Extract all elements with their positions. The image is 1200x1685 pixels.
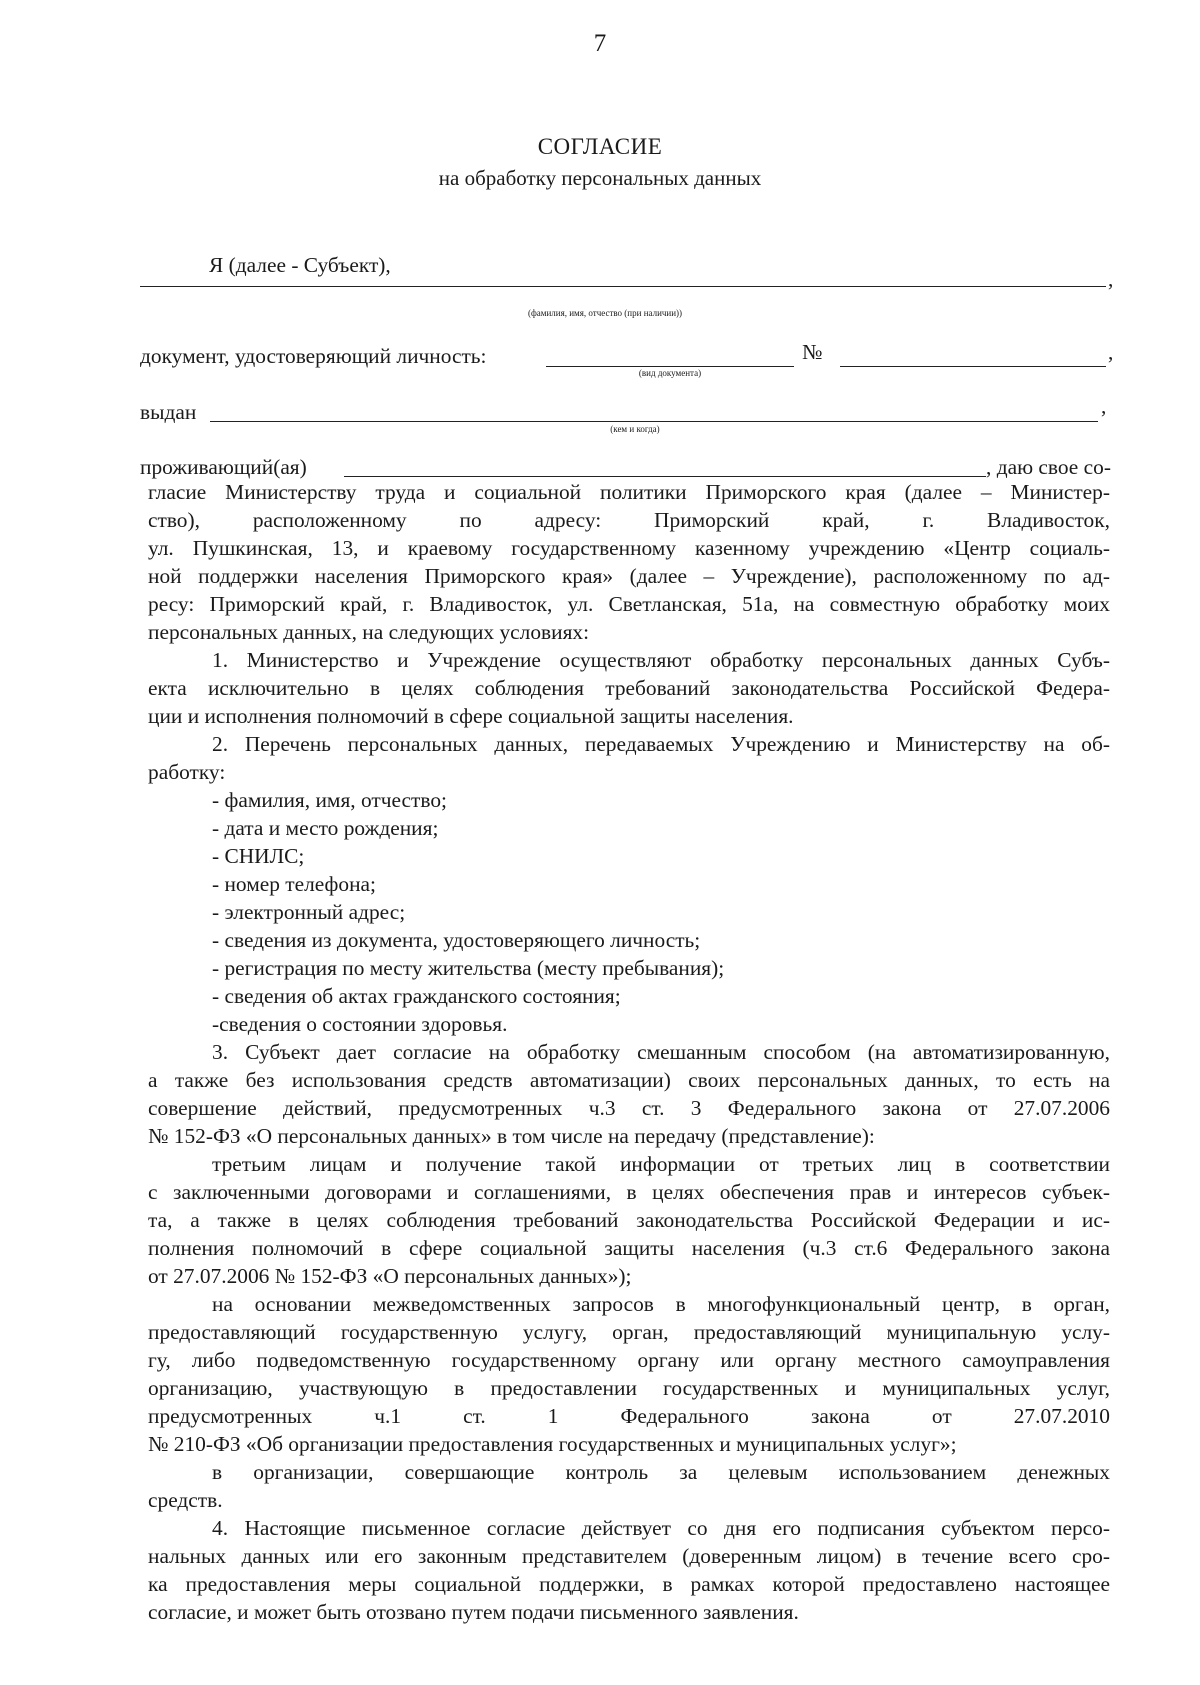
- text-line: ка предоставления меры социальной поддержки, в рамках которой предоставлено настоящее: [148, 1572, 1110, 1596]
- text-line: ной поддержки населения Приморского края» (далее – Учреждение), расположенному по ад-: [148, 564, 1110, 588]
- fio-caption: (фамилия, имя, отчество (при наличии)): [527, 308, 683, 318]
- text-line: предоставляющий государственную услугу, орган, предоставляющий муниципальную услу-: [148, 1320, 1110, 1344]
- document-title: СОГЛАСИЕ: [537, 134, 663, 159]
- text-line: третьим лицам и получение такой информации от третьих лиц в соответствии: [212, 1152, 1110, 1176]
- text-line: 3. Субъект дает согласие на обработку смешанным способом (на автоматизированную,: [212, 1040, 1110, 1064]
- document-subtitle: на обработку персональных данных: [438, 166, 762, 190]
- list-item: - фамилия, имя, отчество;: [212, 788, 447, 812]
- doc-type-input-line[interactable]: [546, 366, 794, 367]
- text-line: ул. Пушкинская, 13, и краевому государственному казенному учреждению «Центр социаль-: [148, 536, 1110, 560]
- subject-label: Я (далее - Субъект),: [209, 253, 391, 277]
- list-item: -сведения о состоянии здоровья.: [212, 1012, 508, 1036]
- text-line: персональных данных, на следующих условиях:: [148, 620, 590, 644]
- doc-comma: ,: [1108, 340, 1114, 364]
- text-line: средств.: [148, 1488, 223, 1512]
- text-line: от 27.07.2006 № 152-ФЗ «О персональных данных»);: [148, 1264, 632, 1288]
- text-line: совершение действий, предусмотренных ч.3 ст. 3 Федерального закона от 27.07.2006: [148, 1096, 1110, 1120]
- consent-tail: , даю свое со-: [986, 455, 1111, 479]
- doc-number-input-line[interactable]: [840, 366, 1106, 367]
- residing-label: проживающий(ая): [140, 455, 307, 479]
- list-item: - дата и место рождения;: [212, 816, 439, 840]
- fio-comma: ,: [1108, 267, 1114, 291]
- list-item: - номер телефона;: [212, 872, 376, 896]
- text-line: организацию, участвующую в предоставлении государственных и муниципальных услуг,: [148, 1376, 1110, 1400]
- text-line: в организации, совершающие контроль за целевым использованием денежных: [212, 1460, 1110, 1484]
- text-line: екта исключительно в целях соблюдения требований законодательства Российской Федера-: [148, 676, 1110, 700]
- text-line: а также без использования средств автоматизации) своих персональных данных, то есть на: [148, 1068, 1110, 1092]
- text-line: № 210-ФЗ «Об организации предоставления государственных и муниципальных услуг»;: [148, 1432, 957, 1456]
- fio-input-line[interactable]: [140, 286, 1106, 287]
- text-line: № 152-ФЗ «О персональных данных» в том числе на передачу (представление):: [148, 1124, 875, 1148]
- issued-caption: (кем и когда): [610, 424, 660, 434]
- list-item: - СНИЛС;: [212, 844, 305, 868]
- text-line: ство), расположенному по адресу: Приморский край, г. Владивосток,: [148, 508, 1110, 532]
- list-item: - сведения об актах гражданского состояния;: [212, 984, 621, 1008]
- issued-comma: ,: [1101, 394, 1107, 418]
- text-line: ции и исполнения полномочий в сфере социальной защиты населения.: [148, 704, 794, 728]
- page-number: 7: [593, 30, 607, 57]
- text-line: нальных данных или его законным представителем (доверенным лицом) в течение всего сро-: [148, 1544, 1110, 1568]
- issued-label: выдан: [140, 400, 197, 424]
- text-line: с заключенными договорами и соглашениями, в целях обеспечения прав и интересов субъек-: [148, 1180, 1110, 1204]
- text-line: 4. Настоящие письменное согласие действует со дня его подписания субъектом персо-: [212, 1516, 1110, 1540]
- list-item: - сведения из документа, удостоверяющего личность;: [212, 928, 701, 952]
- residing-input-line[interactable]: [344, 476, 986, 477]
- doc-label: документ, удостоверяющий личность:: [140, 344, 487, 368]
- text-line: гласие Министерству труда и социальной политики Приморского края (далее – Министер-: [148, 480, 1110, 504]
- text-line: согласие, и может быть отозвано путем подачи письменного заявления.: [148, 1600, 799, 1624]
- doc-caption: (вид документа): [638, 368, 702, 378]
- text-line: 1. Министерство и Учреждение осуществляют обработку персональных данных Субъ-: [212, 648, 1110, 672]
- list-item: - регистрация по месту жительства (месту пребывания);: [212, 956, 725, 980]
- text-line: полнения полномочий в сфере социальной защиты населения (ч.3 ст.6 Федерального закона: [148, 1236, 1110, 1260]
- text-line: предусмотренных ч.1 ст. 1 Федерального закона от 27.07.2010: [148, 1404, 1110, 1428]
- issued-input-line[interactable]: [210, 421, 1098, 422]
- text-line: та, а также в целях соблюдения требований законодательства Российской Федерации и ис-: [148, 1208, 1110, 1232]
- doc-number-sign: №: [802, 340, 823, 364]
- text-line: ресу: Приморский край, г. Владивосток, ул. Светланская, 51а, на совместную обработку моих: [148, 592, 1110, 616]
- text-line: гу, либо подведомственную государственному органу или органу местного самоуправления: [148, 1348, 1110, 1372]
- text-line: 2. Перечень персональных данных, передаваемых Учреждению и Министерству на об-: [212, 732, 1110, 756]
- text-line: на основании межведомственных запросов в многофункциональный центр, в орган,: [212, 1292, 1110, 1316]
- text-line: работку:: [148, 760, 226, 784]
- list-item: - электронный адрес;: [212, 900, 406, 924]
